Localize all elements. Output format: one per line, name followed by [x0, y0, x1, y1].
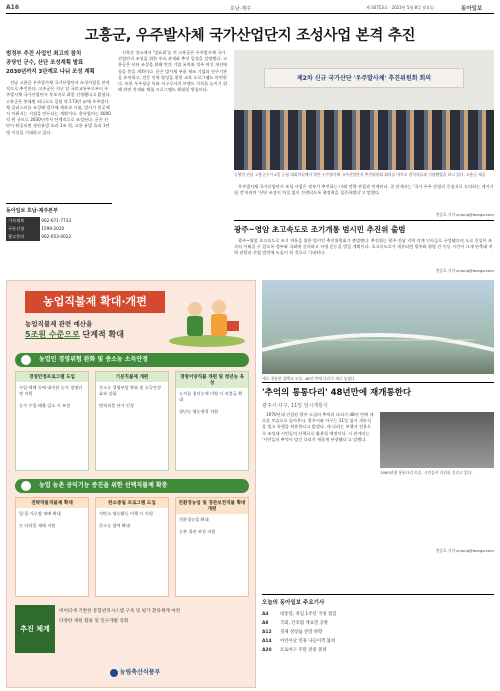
main-body-mid — [118, 50, 228, 260]
ad-system-item: 데이터에 기반한 통합관리시스템 구축 및 평가 환류체계 마련 — [59, 609, 181, 614]
lead-line: 2030년까지 3단계로 나눠 조성 계획 — [6, 69, 95, 75]
ad-col-head: 탄소중립 프로그램 도입 — [96, 498, 168, 508]
second-body — [234, 238, 494, 268]
paragraph: 우주발사체 국가산업단지 조성 사업은 정부가 추진하는 미래 전략 산업과 연계된다. 군 관계자는 '국가 우주 산업의 중심지로 도약하는 계기가 될 것'이라며 '산단 조성이 차질 없이 진행되도록 행정력을 집중하겠다'고 말했다. — [234, 184, 494, 196]
ad-section1-header — [15, 353, 249, 367]
bridge-photo — [262, 280, 494, 374]
ad-section1-grid — [15, 371, 249, 471]
ad-col-item: 저탄소 영농활동 이행 시 지원 — [99, 511, 153, 516]
second-headline: 광주~영암 초고속도로 조기개통 범시민 추진위 출범 — [234, 225, 406, 234]
index-row[interactable] — [262, 628, 494, 637]
index-page: A20 — [262, 648, 272, 653]
ad-section2-title: 농업 농촌 공익기능 증진을 위한 선택직불제 확충 — [39, 482, 168, 489]
ad-col-item: 수입·재해 등에 대비한 농가 경영안정 지원 — [19, 385, 83, 397]
index-text: 프로야구 주말 관중 몰려 — [280, 648, 327, 653]
second-byline: 정승호 기자 shjung@donga.com — [435, 268, 494, 273]
farmer-illustration-icon — [167, 291, 247, 347]
ad-col-item: 농가 수입·매출 감소 시 보전 — [19, 403, 71, 409]
index-text: 국회, 간호법 재표결 공방 — [280, 621, 328, 626]
ad-col-item: 중소농 참여 확대 — [99, 523, 130, 529]
ad-col — [15, 371, 89, 471]
ad-col — [175, 497, 249, 597]
byline: 정승호 기자 shjung@donga.com — [435, 212, 494, 217]
right-byline: 정승호 기자 shjung@donga.com — [435, 548, 494, 553]
contact-label: 구독신청 — [6, 225, 40, 233]
right-subhead: 광주시·사구, 11일 임시개통식 — [262, 403, 328, 409]
ad-col-head: 기본직불제 개편 — [96, 372, 168, 382]
ad-col-item: 밀·콩·가루쌀 재배 확대 — [19, 511, 61, 516]
main-body-right — [234, 184, 494, 212]
right-body — [262, 412, 374, 544]
index-box — [262, 594, 494, 684]
lead-block — [6, 50, 112, 77]
contact-row — [6, 217, 112, 225]
contact-label: 기사제보 — [6, 217, 40, 225]
index-page: A14 — [262, 639, 272, 644]
index-row[interactable] — [262, 619, 494, 628]
ad-col-head: 전략작물직불제 확대 — [16, 498, 88, 508]
ad-col — [175, 371, 249, 471]
index-text: 어린이날 연휴 나들이객 붐벼 — [280, 639, 336, 644]
photo-banner: 제2차 신규 국가산단 '우주발사체' 추진위원회 회의 — [264, 68, 464, 88]
ad-col-item: 청년농 영농정착 지원 — [179, 409, 219, 415]
ad-section2-header — [15, 479, 249, 493]
issue-info: 제 30753호 · 2023년 5월 8일 월요일 — [366, 5, 434, 10]
main-headline: 고흥군, 우주발사체 국가산업단지 조성사업 본격 추진 — [84, 28, 416, 44]
ad-col — [15, 497, 89, 597]
index-page: A8 — [262, 621, 269, 626]
paragraph: 선착순 장소에서 '발표회'를 연 고흥군은 우주발사체 국가산업단지 조성을 위한 주요 과제와 추진 일정을 설명했다. 고흥군은 산단 조성을 위해 민간 기업 유치와 정주 여건 개선에 힘을 쏟을 계획이다. 군은 발사체 부품 제조 기업과 연구기관을 유치하고, 전문 인력 양성을 위한 교육 프로그램도 마련한다. 또한 우주항공 특화 지구로서의 브랜드 가치를 높이기 위해 관련 축제와 체험 프로그램도 확대할 방침이다. — [118, 50, 228, 93]
ad-col-item: 친환경농업 확대 — [179, 517, 209, 522]
folio-bar — [6, 3, 494, 13]
historic-photo — [380, 412, 494, 468]
page-number: A16 — [6, 4, 19, 11]
ad-col-head: 친환경농업 및 경관보전직불 확대 개편 — [176, 498, 248, 514]
ministry-name: 농림축산식품부 — [119, 669, 161, 676]
ministry-logo-icon — [110, 669, 118, 677]
group-of-people — [234, 110, 494, 170]
ad-col — [95, 371, 169, 471]
index-page: A12 — [262, 630, 272, 635]
contact-box — [6, 203, 112, 263]
contact-value[interactable]: 062-653-0022 — [41, 234, 72, 239]
ad-system-item: 다양한 재원 활용 및 연구개발 강화 — [59, 619, 129, 624]
paper-name: 동아일보 — [461, 6, 483, 12]
main-body-left — [6, 80, 112, 202]
lead-line: 공당인 군수, 산단 조성계획 발표 — [6, 60, 84, 66]
check-icon — [21, 481, 31, 491]
ad-panel — [6, 280, 256, 688]
index-page: A4 — [262, 612, 269, 617]
index-text: 경제 성장률 전망 하향 — [280, 630, 323, 635]
ad-col-item: 농지를 청년농에 이양 시 직불금 확대 — [179, 391, 243, 403]
check-icon — [21, 355, 31, 365]
contact-row — [6, 225, 112, 233]
ad-col-head: 경영이양직불 개편 및 청년농 육성 — [176, 372, 248, 388]
section-name: 호남·제주 — [230, 6, 251, 12]
right-photo-caption: 새로 개통한 삼백교 모습. 48년 만에 다리가 새로 놓였다. — [262, 376, 356, 381]
ad-section1-title: 농업인 경영위험 완화 및 중소농 소득안정 — [39, 356, 148, 363]
photo-caption: 공영민 전남 고흥군수가 4일 군청 대회의실에서 열린 우주발사체 국가산업단지 추진위원회 회의를 마치고 참석자들과 기념촬영을 하고 있다. 고흥군 제공 — [234, 172, 486, 177]
right-headline: '추억의 통통다리' 48년만에 재개통한다 — [262, 388, 412, 398]
ad-col — [95, 497, 169, 597]
ad-col-head: 경영안정프로그램 도입 — [16, 372, 88, 382]
contact-title: 동아일보 호남·제주본부 — [6, 208, 58, 214]
index-row[interactable] — [262, 637, 494, 646]
index-text: 대통령, 취임 1주년 국정 점검 — [280, 612, 337, 617]
right-divider — [262, 382, 494, 383]
main-photo — [234, 50, 494, 170]
contact-label: 광고문의 — [6, 233, 40, 241]
index-row[interactable] — [262, 646, 494, 655]
lead-line: 범정부 추진 사업인 최고의 참치 — [6, 51, 82, 57]
contact-value[interactable]: 062-671-7733 — [41, 218, 72, 223]
ad-col-item: 논 타작물 재배 지원 — [19, 523, 56, 529]
story-divider — [234, 220, 494, 221]
ad-highlight: 5조원 수준으로 — [25, 330, 80, 339]
contact-value[interactable]: 1599-2020 — [41, 226, 65, 231]
paragraph: 전남 고흥군 우주발사체 국가산업단지 조성사업을 본격적으로 추진한다. 고흥군은 지난 달 국토교통부로부터 우주발사체 국가산업단지 후보지로 최종 선정됐다고 밝혔다. 고흥군은 봉래면 외나로도 일원 약 173만 ㎡에 우주발사체 클러스터를 조성해 발사체 제작과 시험, 발사가 한곳에서 이뤄지는 거점을 만든다는 계획이다. 총사업비는 4000억 원 규모로 2030년까지 단계적으로 조성된다. 군은 산단이 완공되면 생산유발 효과 1조 원, 고용 유발 효과 1만 명 이상을 기대하고 있다. — [6, 80, 112, 135]
historic-photo-caption: 1980년대 통통다리 모습. 시민들이 다리를 건너고 있다. — [380, 470, 473, 475]
ad-col-item: 중소농 경영부담 완화 및 소득안정 효과 강화 — [99, 385, 161, 397]
contact-row — [6, 233, 112, 241]
ad-col-item: 농촌 경관 보전 지원 — [179, 529, 216, 535]
index-title: 오늘의 동아일보 주요기사 — [262, 600, 325, 606]
paragraph: 1970년대 건설된 광주 도심의 추억의 다리가 48년 만에 새로운 모습으로 돌아온다. 광주시와 사구는 11일 임시 개통식을 열고 통행을 허용한다고 밝혔다. 새 다리는 보행자 전용으로 조성돼 시민들의 산책로로 활용될 예정이다. 시 관계자는 '시민들의 추억이 담긴 다리가 새롭게 단장됐다'고 말했다. — [262, 412, 374, 442]
ad-system-label: 추진 체계 — [15, 605, 55, 653]
ad-system-list — [59, 607, 249, 627]
index-row[interactable] — [262, 610, 494, 619]
ad-col-item: 면적직불 단가 인상 — [99, 403, 135, 409]
ad-title: 농업직불제 확대·개편 — [25, 291, 165, 313]
ad-ministry — [95, 665, 175, 681]
ad-subtitle: 농업직불제 관련 예산을 — [25, 320, 93, 328]
header-rule — [6, 13, 494, 14]
ad-subtitle-rest: 단계적 확대 — [79, 330, 124, 339]
ad-section2-grid — [15, 497, 249, 597]
ad-subtitle2 — [25, 329, 124, 340]
paragraph: 광주~영암 초고속도로 조기 개통을 위한 범시민 추진위원회가 출범했다. 추진위는 광주·전남 지역 각계 인사들로 구성됐으며 도로 건설이 조속히 이뤄질 수 있도록 정부와 국회에 건의하고 서명 운동을 벌일 계획이다. 초고속도로가 개통되면 광주와 영암 간 이동 시간이 크게 단축돼 지역 관광과 산업 발전에 도움이 될 것으로 기대된다. — [234, 238, 493, 256]
